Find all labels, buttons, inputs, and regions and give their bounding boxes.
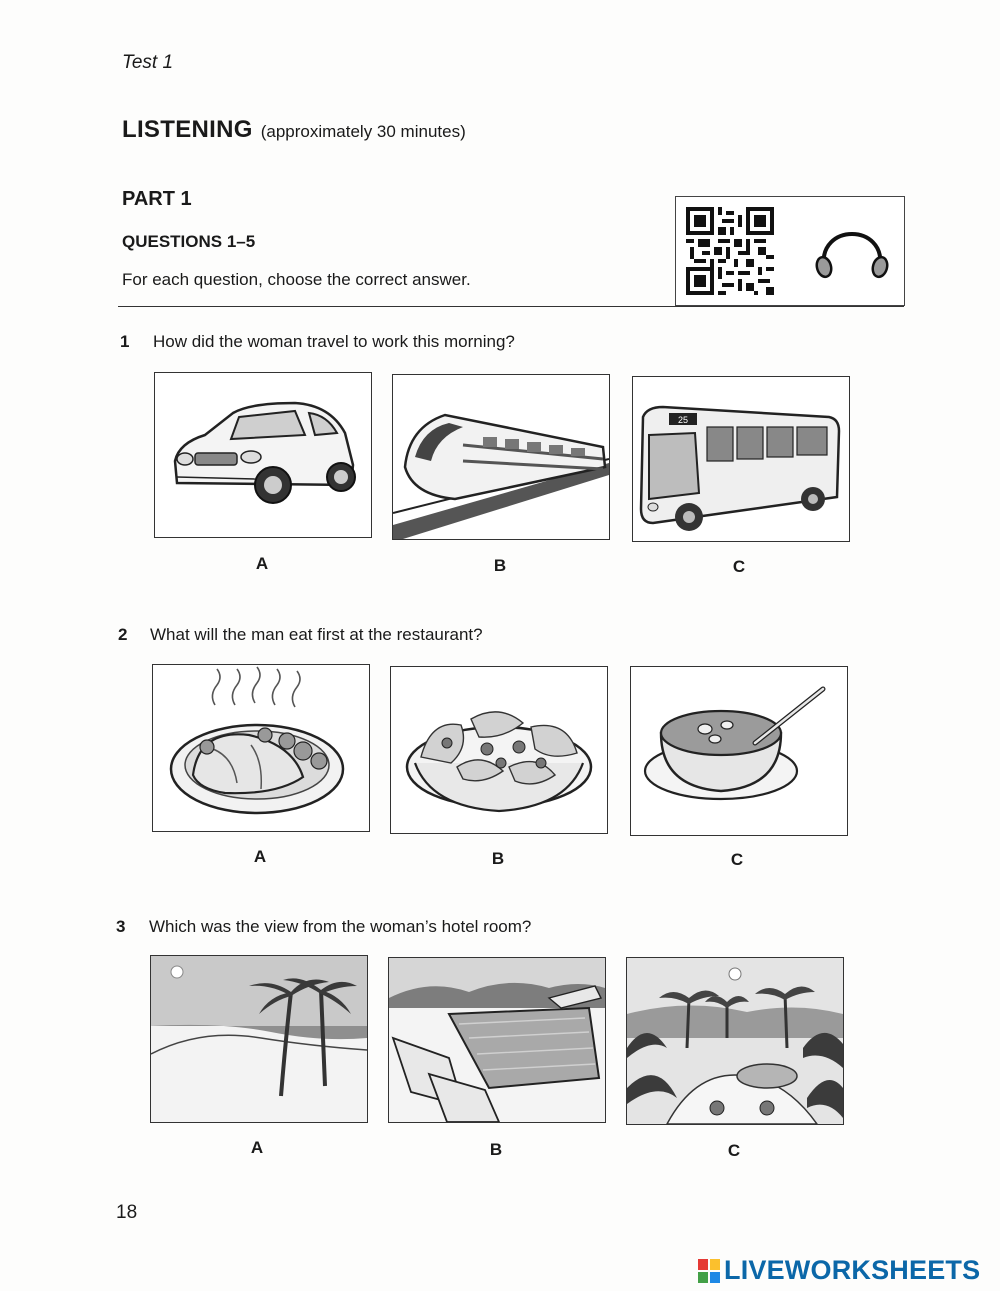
option-image-beach[interactable] <box>150 955 368 1123</box>
questions-range: QUESTIONS 1–5 <box>122 232 256 251</box>
qr-code-icon[interactable] <box>686 207 774 295</box>
option-image-salad[interactable] <box>390 666 608 834</box>
audio-box[interactable] <box>675 196 905 306</box>
option-letter[interactable]: C <box>732 557 746 576</box>
car-icon <box>155 373 371 537</box>
option-image-bus[interactable] <box>632 376 850 542</box>
test-label: Test 1 <box>122 52 174 73</box>
part-heading: PART 1 <box>122 188 192 210</box>
header-divider <box>118 306 904 307</box>
question-number: 3 <box>116 917 126 936</box>
option-letter[interactable]: C <box>730 850 744 869</box>
question-text: How did the woman travel to work this morning? <box>153 332 515 351</box>
question-text: Which was the view from the woman’s hotel room? <box>149 917 532 936</box>
option-letter[interactable]: C <box>727 1141 741 1160</box>
train-icon <box>393 375 609 539</box>
option-letter[interactable]: A <box>253 847 267 866</box>
option-letter[interactable]: A <box>250 1138 264 1157</box>
option-image-swimming-pool[interactable] <box>388 957 606 1123</box>
option-letter[interactable]: B <box>491 849 505 868</box>
garden-icon <box>627 958 843 1124</box>
swimming-pool-icon <box>389 958 605 1122</box>
roast-chicken-icon <box>153 665 369 831</box>
option-image-train[interactable] <box>392 374 610 540</box>
section-subtitle: (approximately 30 minutes) <box>260 122 466 141</box>
section-title: LISTENING <box>122 116 253 143</box>
option-image-car[interactable] <box>154 372 372 538</box>
option-letter[interactable]: B <box>489 1140 503 1159</box>
salad-icon <box>391 667 607 833</box>
bus-sign: 25 <box>677 415 689 425</box>
section-heading <box>122 116 466 144</box>
question-number: 1 <box>120 332 130 351</box>
page-number: 18 <box>116 1202 138 1223</box>
beach-icon <box>151 956 367 1122</box>
option-letter[interactable]: B <box>493 556 507 575</box>
question-number: 2 <box>118 625 128 644</box>
option-image-roast-chicken[interactable] <box>152 664 370 832</box>
liveworksheets-logo-icon <box>698 1259 720 1283</box>
brand-name: LIVEWORKSHEETS <box>724 1255 981 1285</box>
bus-icon <box>633 377 849 541</box>
option-image-soup[interactable] <box>630 666 848 836</box>
question-text: What will the man eat first at the restaurant? <box>150 625 483 644</box>
instructions: For each question, choose the correct answer. <box>122 270 471 289</box>
soup-icon <box>631 667 847 835</box>
headphones-icon[interactable] <box>812 215 892 285</box>
option-letter[interactable]: A <box>255 554 269 573</box>
option-image-garden[interactable] <box>626 957 844 1125</box>
